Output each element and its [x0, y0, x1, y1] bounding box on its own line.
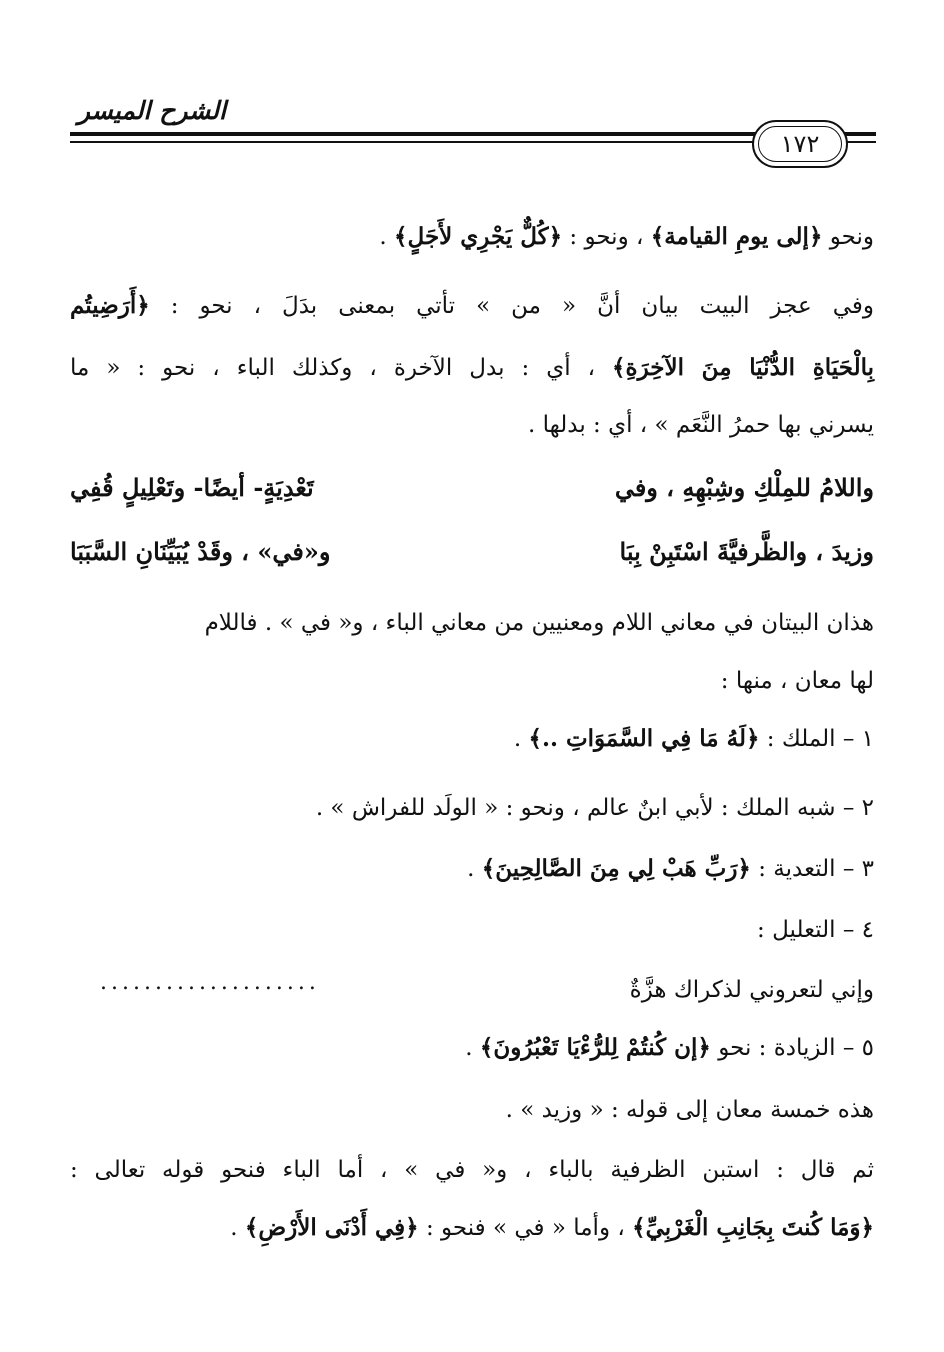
quran-quote: ﴿إلى يومِ القيامة﴾: [650, 223, 823, 250]
poem-verse-1: [70, 466, 874, 510]
page-number-badge: [752, 120, 848, 168]
verse-hemistich-first: واللامُ للمِلْكِ وشِبْهِهِ ، وفي: [614, 473, 874, 502]
text-line: لها معان ، منها :: [720, 668, 874, 694]
list-item: ٢ – شبه الملك : لأبي ابنٌ عالم ، ونحو : « الولَد للفراش » .: [315, 795, 874, 821]
quran-quote: ﴿إن كُنتُمْ لِلرُّءْيَا تَعْبُرُونَ﴾: [479, 1034, 711, 1061]
text-line: بِالْحَيَاةِ الدُّنْيَا مِنَ الآخِرَةِ﴾ ، أي : بدل الآخرة ، وكذلك الباء ، نحو : « ما: [70, 354, 874, 381]
quran-quote: بِالْحَيَاةِ الدُّنْيَا مِنَ الآخِرَةِ﴾: [612, 354, 874, 381]
text-line: ثم قال : استبن الظرفية بالباء ، و« في » ، أما الباء فنحو قوله تعالى :: [70, 1157, 874, 1183]
running-header-title: الشرح الميسر: [77, 96, 226, 125]
quran-quote: ﴿أَرَضِيتُم: [70, 292, 150, 319]
list-item: ٣ – التعدية : ﴿رَبِّ هَبْ لِي مِنَ الصَّالِحِينَ﴾ .: [467, 855, 874, 882]
list-item: ٥ – الزيادة : نحو ﴿إن كُنتُمْ لِلرُّءْيَا تَعْبُرُونَ﴾ .: [465, 1034, 874, 1061]
text-line: ﴿وَمَا كُنتَ بِجَانِبِ الْغَرْبِيِّ﴾ ، وأما « في » فنحو : ﴿فِي أَدْنَى الأَرْضِ﴾ .: [230, 1214, 874, 1241]
verse-hemistich-second: و«في» ، وقَدْ يُبَيِّنَانِ السَّبَبَا: [70, 537, 331, 566]
quran-quote: ﴿وَمَا كُنتَ بِجَانِبِ الْغَرْبِيِّ﴾: [632, 1214, 874, 1241]
quran-quote: ﴿لَهُ مَا فِي السَّمَوَاتِ ..﴾: [528, 725, 760, 752]
text-line: هذه خمسة معان إلى قوله : « وزيد » .: [505, 1097, 874, 1123]
list-item: ١ – الملك : ﴿لَهُ مَا فِي السَّمَوَاتِ ..﴾ .: [513, 725, 874, 752]
text-line: هذان البيتان في معاني اللام ومعنيين من معاني الباء ، و« في » . فاللام: [204, 610, 874, 636]
quran-quote: ﴿رَبِّ هَبْ لِي مِنَ الصَّالِحِينَ﴾: [481, 855, 751, 882]
text-line: يسرني بها حمرُ النَّعَم » ، أي : بدلها .: [528, 412, 874, 438]
quran-quote: ﴿فِي أَدْنَى الأَرْضِ﴾: [244, 1214, 419, 1241]
text-line: ونحو ﴿إلى يومِ القيامة﴾ ، ونحو : ﴿كُلٌّ يَجْرِي لأَجَلٍ﴾ .: [379, 223, 874, 250]
poem-verse-2: [70, 530, 874, 574]
verse-hemistich-first: وزيدَ ، والظَّرفيَّةَ اسْتَبِنْ بِبَا: [619, 537, 874, 566]
verse-ellipsis: ....................: [100, 970, 320, 995]
page-number: ١٧٢: [780, 130, 820, 158]
list-item: ٤ – التعليل :: [757, 917, 874, 943]
verse-hemistich-second: تَعْدِيَةٍ- أيضًا- وتَعْلِيلٍ قُفِي: [70, 473, 314, 502]
text-line: وفي عجز البيت بيان أنَّ « من » تأتي بمعنى بدَلَ ، نحو : ﴿أَرَضِيتُم: [70, 292, 874, 319]
poem-verse-3: وإني لتعروني لذكراك هزَّةٌ: [629, 977, 874, 1003]
quran-quote: ﴿كُلٌّ يَجْرِي لأَجَلٍ﴾: [394, 223, 563, 250]
